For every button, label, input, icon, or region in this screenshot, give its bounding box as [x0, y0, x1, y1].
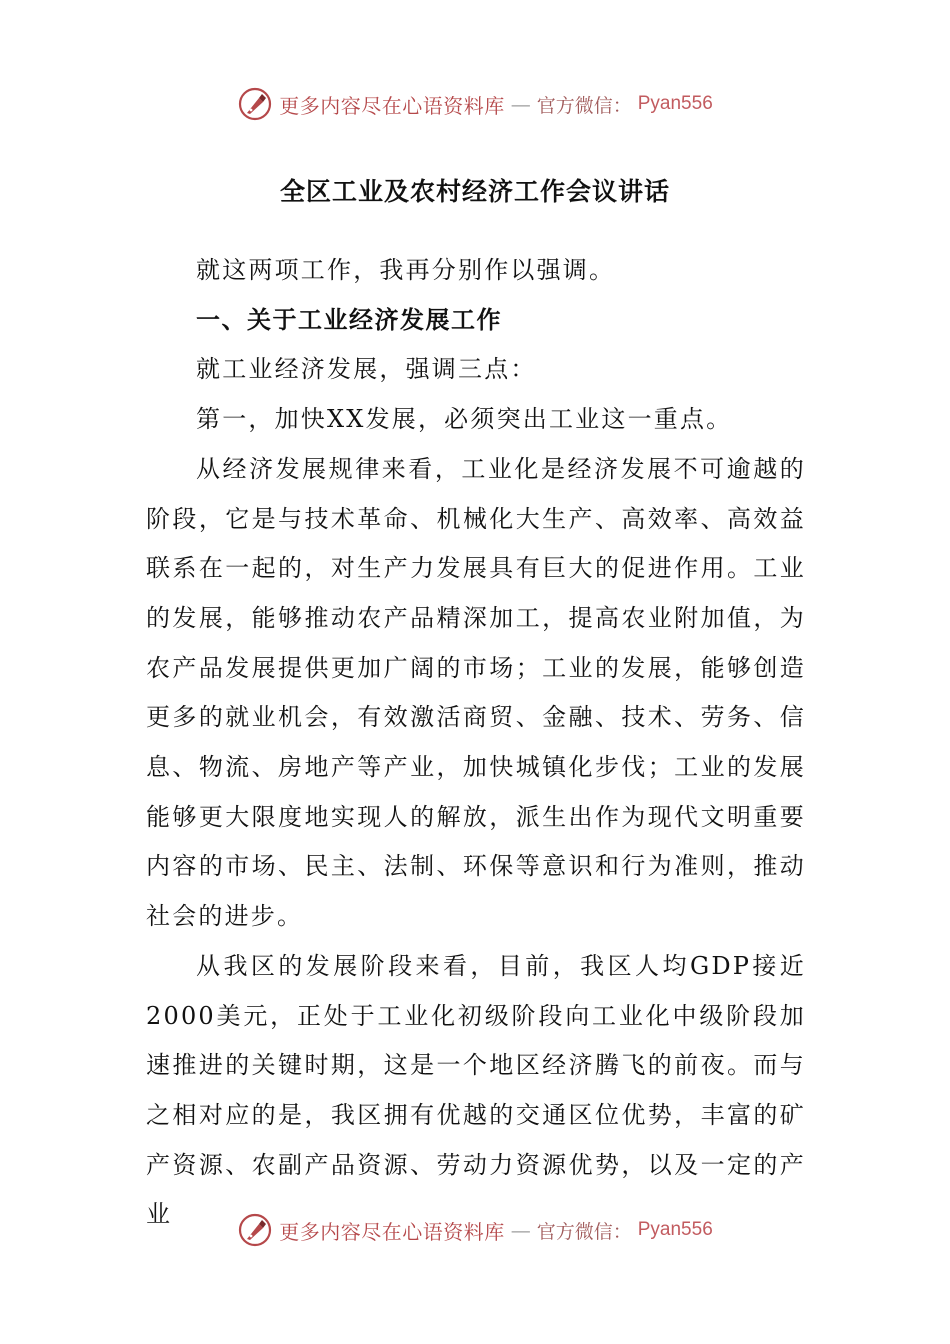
watermark-site-text: 更多内容尽在心语资料库 [279, 1219, 505, 1244]
pen-nib-logo-icon [237, 86, 273, 122]
watermark-footer [0, 1208, 950, 1252]
paragraph-body: 从经济发展规律来看，工业化是经济发展不可逾越的阶段，它是与技术革命、机械化大生产、高效率、高效益联系在一起的，对生产力发展具有巨大的促进作用。工业的发展，能够推动农产品精深加工，提高农业附加值，为农产品发展提供更加广阔的市场；工业的发展，能够创造更多的就业机会，有效激活商贸、金融、技术、劳务、信息、物流、房地产等产业，加快城镇化步伐；工业的发展能够更大限度地实现人的解放，派生出作为现代文明重要内容的市场、民主、法制、环保等意识和行为准则，推动社会的进步。 [146, 454, 806, 931]
paragraph-intro: 就这两项工作，我再分别作以强调。 [196, 256, 616, 284]
watermark-wechat-label: 官方微信： [536, 94, 632, 117]
watermark-wechat-label: 官方微信： [536, 1220, 632, 1243]
document-body [146, 246, 806, 1240]
point-one-heading: 第一，加快XX发展，必须突出工业这一重点。 [196, 405, 733, 434]
watermark-wechat-handle: Pyan556 [637, 1219, 713, 1240]
watermark-separator: — [510, 92, 531, 116]
watermark-site-text: 更多内容尽在心语资料库 [279, 93, 505, 118]
section-heading: 一、关于工业经济发展工作 [196, 305, 502, 334]
paragraph-lead: 就工业经济发展，强调三点： [196, 355, 537, 384]
watermark-separator: — [510, 1218, 531, 1242]
paragraph-body: 从我区的发展阶段来看，目前，我区人均GDP接近2000美元，正处于工业化初级阶段向工业化中级阶段加速推进的关键时期，这是一个地区经济腾飞的前夜。而与之相对应的是，我区拥有优越的交通区位优势，丰富的矿产资源、农副产品资源、劳动力资源优势，以及一定的产业 [146, 951, 806, 1229]
watermark-wechat-handle: Pyan556 [637, 93, 713, 114]
pen-nib-logo-icon [237, 1212, 273, 1248]
document-title: 全区工业及农村经济工作会议讲话 [279, 177, 670, 206]
watermark-header [0, 82, 950, 126]
